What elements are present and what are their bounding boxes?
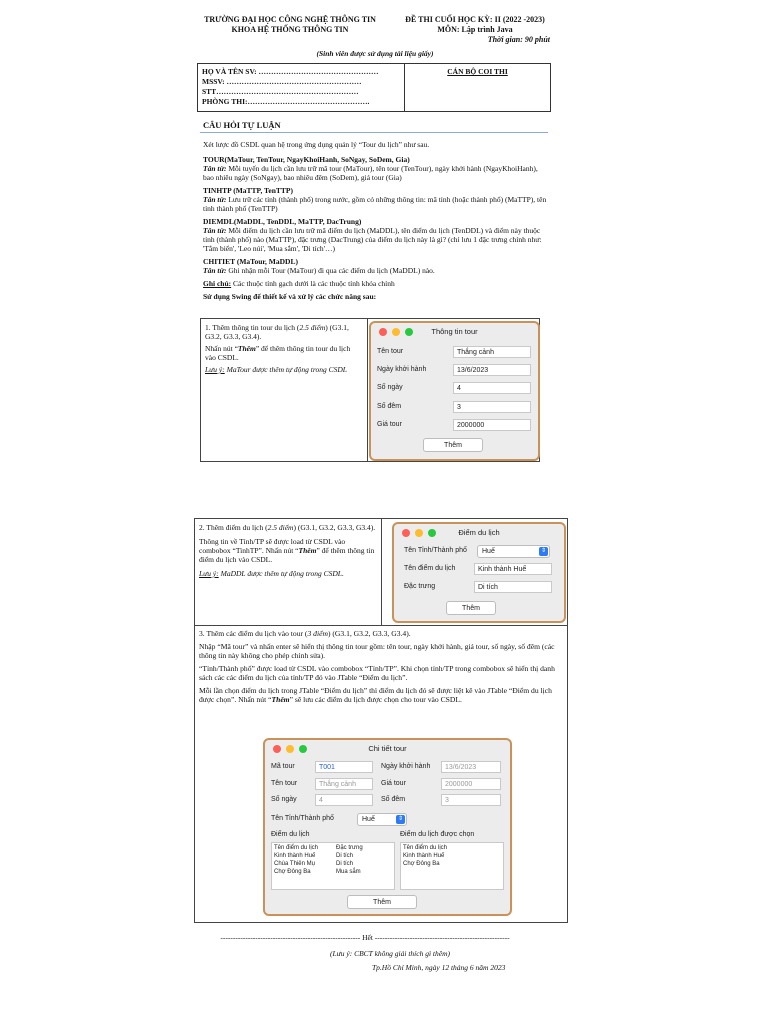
gia-tour-field: 2000000 — [441, 778, 501, 790]
school-line1: TRƯỜNG ĐẠI HỌC CÔNG NGHỆ THÔNG TIN — [204, 15, 376, 24]
so-dem-input[interactable]: 3 — [453, 401, 531, 413]
desc-text: Lưu trữ các tỉnh (thành phố) trong nước, gồm có những thông tin: mã tỉnh (hoặc thành phố) (MaTTP), tên tỉnh thành phố (TenTTP) — [203, 195, 547, 213]
table-header — [274, 845, 363, 852]
exam-time: Thời gian: 90 phút — [487, 35, 550, 44]
footer-date: Tp.Hồ Chí Minh, ngày 12 tháng 6 năm 2023 — [372, 963, 506, 972]
q2-title-b: ) (G3.1, G3.2, G3.3, G3.4). — [293, 523, 376, 532]
selected-diem-table[interactable] — [400, 842, 504, 890]
dac-trung-label: Đặc trưng — [404, 583, 436, 590]
cell-dac-trung: Di tích — [336, 853, 354, 859]
q1-title-b: ) (G3.1, G3.2, G3.3, G3.4). — [205, 323, 349, 341]
gia-tour-input[interactable]: 2000000 — [453, 419, 531, 431]
student-name-line: HỌ VÀ TÊN SV: ………………………………………… — [202, 67, 379, 76]
table-header: Tên điểm du lịch — [403, 845, 448, 851]
q3-title-a: 3. Thêm các điểm du lịch vào tour ( — [199, 629, 308, 638]
so-ngay-input[interactable]: 4 — [453, 382, 531, 394]
intro — [203, 140, 548, 149]
combo-value: Huế — [482, 548, 495, 555]
question1-text — [205, 323, 360, 374]
q1-title — [205, 323, 360, 341]
relation-name: TOUR(MaTour, TenTour, NgayKhoiHanh, SoNgay, SoDem, Gia) — [203, 155, 410, 164]
q2-body — [199, 537, 377, 564]
end-marker: -------------------------------------------------------- Hết ------------------------------------------------------ — [220, 933, 510, 942]
add-tour-button[interactable]: Thêm — [423, 438, 483, 452]
ma-tour-label: Mã tour — [271, 763, 295, 770]
tinh-tp-label: Tên Tỉnh/Thành phố — [404, 547, 467, 554]
gia-tour-label: Giá tour — [377, 421, 402, 428]
desc-text: Mỗi tuyến du lịch cần lưu trữ mã tour (MaTour), tên tour (TenTour), ngày khởi hành (NgayKhoiHanh), bao nhiêu ngày (SoNgay), bao nhiêu đêm (SoDem), giá tour (Gia) — [203, 164, 538, 182]
col-dac-trung: Đặc trưng — [336, 845, 363, 851]
section-divider — [200, 132, 548, 133]
diem-du-lich-table-title: Điểm du lịch — [271, 831, 310, 838]
table-row[interactable] — [274, 861, 353, 868]
so-dem-field: 3 — [441, 794, 501, 806]
school-line2: KHOA HỆ THỐNG THÔNG TIN — [231, 25, 349, 34]
window-title: Thông tin tour — [431, 327, 478, 336]
intro-text: Xét lược đồ CSDL quan hệ trong ứng dụng quản lý “Tour du lịch” như sau. — [203, 140, 430, 149]
ngay-khoi-hanh-input[interactable]: 13/6/2023 — [453, 364, 531, 376]
question3-text — [199, 629, 561, 704]
q2-body-b: ” để thêm thông tin điểm du lịch vào CSDL. — [199, 546, 375, 564]
ten-tour-label: Tên tour — [377, 348, 404, 355]
q1-body — [205, 344, 360, 362]
table-row[interactable] — [274, 853, 353, 860]
relation-name: TINHTP (MaTTP, TenTTP) — [203, 186, 293, 195]
gia-tour-label: Giá tour — [381, 780, 406, 787]
q3-points: 3 điểm — [307, 629, 328, 638]
q3-title-b: ) (G3.1, G3.2, G3.3, G3.4). — [327, 629, 411, 638]
window-title: Điểm du lịch — [458, 528, 500, 537]
q2-title-a: 2. Thêm điểm du lịch ( — [199, 523, 268, 532]
q1-note-text: MaTour được thêm tự động trong CSDL — [226, 365, 347, 374]
q1-body-b: ” để thêm thông tin tour du lịch vào CSDL. — [205, 344, 351, 362]
ten-tour-input[interactable]: Thắng cảnh — [453, 346, 531, 358]
school-name — [190, 15, 390, 35]
schema-tinhtp — [203, 186, 548, 213]
cell-dac-trung: Mua sắm — [336, 869, 361, 875]
q3-para2: “Tỉnh/Thành phố” được load từ CSDL vào combobox “Tỉnh/TP”. Khi chọn tỉnh/TP trong combobox sẽ hiển thị danh sách các các điểm du lịch của tỉnh/TP đó vào JTable “Điểm du lịch”. — [199, 664, 555, 682]
schema-diemdl — [203, 217, 548, 253]
q2-note-text: MaDDL được thêm tự động trong CSDL. — [220, 569, 344, 578]
desc-label: Tân từ: — [203, 266, 227, 275]
ten-diem-input[interactable]: Kinh thành Huế — [474, 563, 552, 575]
student-id-line: MSSV: ……………………………………………… — [202, 77, 362, 86]
title-bar — [394, 524, 564, 541]
relation-name: DIEMDL(MaDDL, TenDDL, MaTTP, DacTrung) — [203, 217, 362, 226]
exam-note: (Sinh viên được sử dụng tài liệu giấy) — [316, 49, 434, 58]
cell-ten: Chùa Thiên Mụ — [274, 861, 315, 867]
ngay-khoi-hanh-field: 13/6/2023 — [441, 761, 501, 773]
ghi-chu — [203, 279, 548, 288]
q3-para3-a: Mỗi lần chọn điểm du lịch trong JTable “Điểm du lịch” thì điểm du lịch đó sẽ được liệt kê vào JTable “Điểm du lịch được chọn”. Nhấn nút “ — [199, 686, 552, 704]
q1-note — [205, 365, 360, 374]
col-ten: Tên điểm du lịch — [274, 845, 319, 851]
schema-list — [203, 155, 548, 301]
q3-para3-b: ” sẽ lưu các điểm du lịch được chọn cho tour vào CSDL. — [289, 695, 462, 704]
proctor-label: CÁN BỘ COI THI — [447, 67, 508, 76]
q1-title-a: 1. Thêm thông tin tour du lịch ( — [205, 323, 300, 332]
q3-title — [199, 629, 561, 638]
q1-points: 2.5 điểm — [299, 323, 326, 332]
tinh-tp-label: Tên Tỉnh/Thành phố — [271, 815, 334, 822]
so-dem-label: Số đêm — [381, 796, 406, 803]
ten-tour-label: Tên tour — [271, 780, 298, 787]
selected-table-title: Điểm du lịch được chọn — [400, 831, 475, 838]
q3-para1: Nhập “Mã tour” và nhấn enter sẽ hiển thị thông tin tour gồm: tên tour, ngày khởi hành, giá tour, số ngày, số đêm (các thông tin này không cho phép chỉnh sửa). — [199, 642, 555, 660]
table-row[interactable] — [274, 869, 361, 876]
diem-du-lich-window — [392, 522, 566, 623]
table-row[interactable]: Chợ Đông Ba — [403, 861, 440, 867]
ten-tour-field: Thắng cảnh — [315, 778, 373, 790]
exam-title: ĐỀ THI CUỐI HỌC KỲ: II (2022 -2023) — [405, 15, 545, 24]
ghi-chu-text: Các thuộc tính gạch dưới là các thuộc tính khóa chính — [233, 279, 395, 288]
q2-note-label: Lưu ý: — [199, 569, 219, 578]
section-title: CÂU HỎI TỰ LUẬN — [203, 120, 281, 130]
chevron-updown-icon: ⇕ — [540, 548, 547, 554]
desc-label: Tân từ: — [203, 226, 227, 235]
question2-text — [199, 523, 377, 578]
chi-tiet-tour-window — [263, 738, 512, 916]
add-diem-button[interactable]: Thêm — [446, 601, 496, 615]
q2-points: 2.5 điểm — [267, 523, 294, 532]
diem-du-lich-table[interactable] — [271, 842, 395, 890]
so-ngay-field: 4 — [315, 794, 373, 806]
q1-note-label: Lưu ý: — [205, 365, 225, 374]
title-bar — [371, 323, 538, 340]
exam-subject: MÔN: Lập trình Java — [437, 25, 513, 34]
add-chi-tiet-button[interactable]: Thêm — [347, 895, 417, 909]
dac-trung-input[interactable]: Di tích — [474, 581, 552, 593]
q2-title — [199, 523, 377, 532]
q2-btn-word: Thêm — [298, 546, 317, 555]
footer-note: (Lưu ý: CBCT không giải thích gì thêm) — [330, 949, 450, 958]
ma-tour-input[interactable]: T001 — [315, 761, 373, 773]
q1-btn-word: Thêm — [237, 344, 256, 353]
so-dem-label: Số đêm — [377, 403, 402, 410]
ngay-khoi-hanh-label: Ngày khởi hành — [377, 366, 427, 373]
so-ngay-label: Số ngày — [377, 384, 403, 391]
desc-text: Ghi nhận mỗi Tour (MaTour) đi qua các điểm du lịch (MaDDL) nào. — [228, 266, 435, 275]
student-stt-line: STT………………………………………………… — [202, 87, 359, 96]
exam-header — [390, 15, 560, 45]
desc-label: Tân từ: — [203, 164, 227, 173]
ghi-chu-label: Ghi chú: — [203, 279, 232, 288]
tinh-tp-combo[interactable] — [477, 545, 550, 558]
desc-text: Mỗi điểm du lịch cần lưu trữ mã điểm du lịch (MaDDL), tên điểm du lịch (TenDDL) và điểm này thuộc tỉnh (thành phố) nào (MaTTP), đặc trưng (DacTrung) của điểm du lịch này là gì? (chỉ lưu 1 đặc trưng chính như: 'Tắm biển', 'Leo núi', 'Mua sắm', 'Di tích'…) — [203, 226, 542, 253]
cell-ten: Chợ Đông Ba — [274, 869, 311, 875]
ten-diem-label: Tên điểm du lịch — [404, 565, 456, 572]
cell-ten: Kinh thành Huế — [274, 853, 316, 859]
q2-body-a: Thông tin về Tỉnh/TP sẽ được load từ CSDL vào combobox “TinhTP”. Nhấn nút “ — [199, 537, 346, 555]
exam-room-line: PHÒNG THI:…………………………………………. — [202, 97, 370, 106]
window-title: Chi tiết tour — [368, 744, 407, 753]
schema-chitiet — [203, 257, 548, 275]
title-bar — [265, 740, 510, 757]
schema-tour — [203, 155, 548, 182]
swing-instruction: Sử dụng Swing để thiết kế và xử lý các chức năng sau: — [203, 292, 377, 301]
q1-body-a: Nhấn nút “ — [205, 344, 238, 353]
tour-info-window — [369, 321, 540, 461]
tinh-tp-combo[interactable] — [357, 813, 407, 826]
desc-label: Tân từ: — [203, 195, 227, 204]
ngay-khoi-hanh-label: Ngày khởi hành — [381, 763, 431, 770]
student-info-box — [197, 63, 551, 112]
chevron-updown-icon: ⇕ — [397, 816, 404, 822]
combo-value: Huế — [362, 816, 375, 823]
q3-para3 — [199, 686, 561, 704]
q3-btn-word: Thêm — [271, 695, 290, 704]
so-ngay-label: Số ngày — [271, 796, 297, 803]
table-row[interactable]: Kinh thành Huế — [403, 853, 445, 859]
q2-note — [199, 569, 377, 578]
cell-dac-trung: Di tích — [336, 861, 354, 867]
relation-name: CHITIET (MaTour, MaDDL) — [203, 257, 298, 266]
